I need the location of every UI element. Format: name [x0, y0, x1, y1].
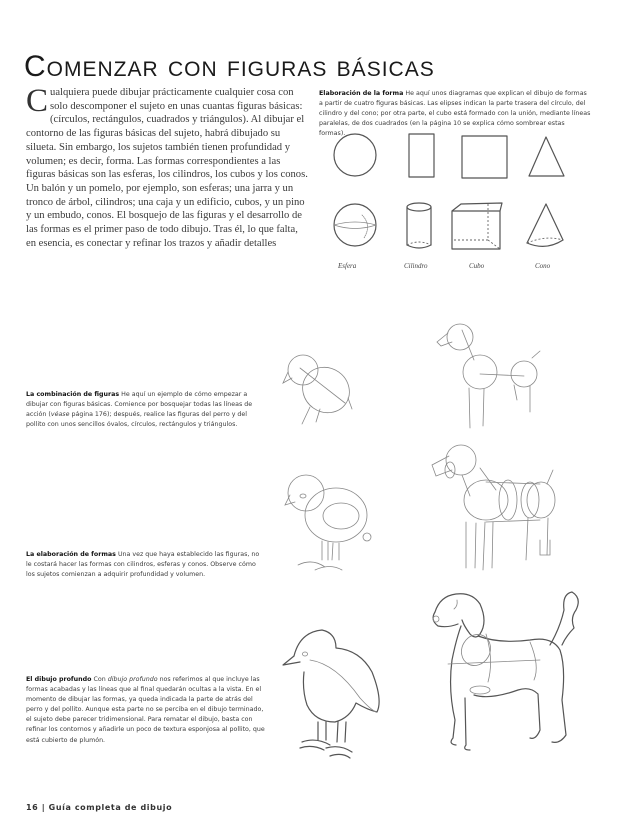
caption-heading: El dibujo profundo	[26, 676, 92, 683]
page-number: 16	[26, 803, 39, 812]
chick-sketch-basic	[283, 355, 358, 424]
form-cube	[452, 203, 502, 249]
caption-heading: Elaboración de la forma	[319, 90, 404, 97]
caption-text: página 176); después, realice las figuras del perro y del pollito con unos sencillos óvalos, círculos, rectángulos y triángulos.	[26, 411, 248, 429]
figure-rectangle	[409, 134, 434, 177]
caption-text: He aquí un ejemplo de cómo empezar a dibujar con figuras básicas. Comience por bosquejar todas las líneas de acción (	[26, 391, 253, 419]
dog-drawing-finished	[433, 592, 578, 750]
figure-circle	[334, 134, 376, 176]
figure-square	[462, 136, 507, 178]
caption-italic: véase	[50, 411, 70, 419]
caption-text: Una vez que haya establecido las figuras, no le costará hacer las formas con cilindros, esferas y conos. Observe cómo los sujetos comienzan a adquirir profundidad y volumen.	[26, 551, 260, 579]
label-cubo: Cubo	[469, 262, 485, 270]
dog-sketch-basic	[437, 324, 540, 428]
label-esfera: Esfera	[338, 262, 357, 270]
page-footer	[26, 803, 172, 812]
form-cone	[527, 204, 563, 246]
caption-text: nos referimos al que incluye las formas acabadas y las líneas que al final quedarán ocultas a la vista. En el momento de dibujar las formas, ya queda indicada la parte de atrás del perro y del pollito. Aunque esta parte no se perciba en el dibujo terminado, el sujeto debe parecer tridimensional. Para rematar el dibujo, basta con refinar los contornos y añadirle un poco de textura esponjosa al pollito, que está cubierto de plumón.	[26, 676, 265, 744]
caption-italic: dibujo profundo	[107, 676, 158, 683]
intro-text: ualquiera puede dibujar prácticamente cualquier cosa con solo descomponer el sujeto en unas cuantas figuras básicas: (círculos, rectángulos, cuadrados y triángulos). Al dibujar el contorno de las figuras básicas del sujeto, habrá dibujado su silueta. Sin embargo, los sujetos también tienen profundidad y volumen; es decir, forma. Las formas correspondientes a las figuras básicas son las esferas, los cilindros, los cubos y los conos. Un balón y un pomelo, por ejemplo, son esferas; una jarra y un tronco de árbol, cilindros; una caja y un edificio, cubos, y un pino y un embudo, conos. El bosquejo de las figuras y el desarrollo de las formas es el primer paso de todo dibujo. Tras él, lo que falta, en esencia, es conectar y refinar los trazos y añadir detalles	[26, 87, 308, 249]
label-cono: Cono	[535, 262, 551, 270]
drop-cap: C	[26, 83, 49, 119]
page-title: Comenzar con figuras básicas	[24, 50, 435, 84]
dog-sketch-forms	[432, 445, 555, 570]
chick-sketch-forms	[285, 475, 371, 570]
caption-heading: La elaboración de formas	[26, 551, 116, 558]
footer-separator: |	[41, 803, 46, 812]
caption-text: Con	[93, 676, 108, 683]
chick-drawing-finished	[283, 630, 379, 758]
book-title: Guía completa de dibujo	[48, 803, 173, 812]
form-cylinder	[407, 203, 431, 248]
label-cilindro: Cilindro	[404, 262, 428, 270]
form-sphere	[334, 204, 376, 246]
caption-text: He aquí unos diagramas que explican el dibujo de formas a partir de cuatro figuras básicas. Las elipses indican la parte trasera del círculo, del cilindro y del cono; por otra parte, el cubo está formado con la unión, mediante líneas paralelas, de dos cuadrados (en la página 10 se explica cómo sombrear estas formas).	[319, 90, 591, 138]
figure-triangle	[529, 137, 564, 176]
caption-heading: La combinación de figuras	[26, 391, 120, 398]
